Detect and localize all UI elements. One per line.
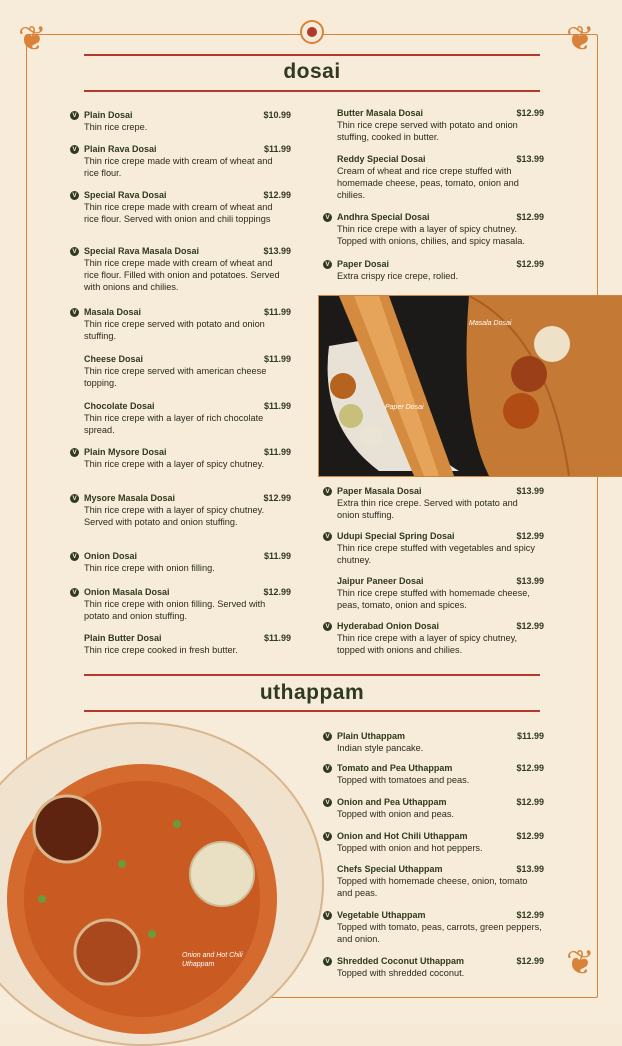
menu-item-description: Topped with onion and hot peppers. (337, 843, 483, 853)
menu-item (337, 864, 542, 900)
vegetarian-icon: V (70, 145, 79, 154)
menu-item-description: Extra crispy rice crepe, rolied. (337, 271, 459, 281)
menu-item-name: Plain Uthappam (337, 731, 406, 741)
menu-item-name: Tomato and Pea Uthappam (337, 763, 453, 773)
menu-item-price: $12.99 (516, 108, 544, 118)
vegetarian-icon: V (323, 487, 332, 496)
divider-rule (84, 54, 540, 56)
menu-item-price: $12.99 (516, 621, 544, 631)
vegetarian-icon: V (70, 308, 79, 317)
menu-item (72, 144, 291, 180)
vegetarian-icon: V (323, 957, 332, 966)
menu-item-name: Chefs Special Uthappam (337, 864, 443, 874)
menu-item-price: $12.99 (516, 831, 544, 841)
vegetarian-icon: V (323, 764, 332, 773)
menu-item-name: Mysore Masala Dosai (84, 493, 176, 503)
menu-item-name: Shredded Coconut Uthappam (337, 956, 465, 966)
menu-item (72, 587, 291, 623)
menu-item (325, 956, 544, 980)
vegetarian-icon: V (70, 247, 79, 256)
menu-item-price: $11.99 (516, 731, 544, 741)
menu-item-price: $12.99 (263, 190, 291, 200)
menu-item-name: Plain Rava Dosai (84, 144, 157, 154)
menu-item-price: $13.99 (516, 864, 544, 874)
menu-item (84, 401, 289, 437)
menu-item-price: $11.99 (263, 307, 291, 317)
menu-item-description: Thin rice crepe made with cream of wheat and rice flour. Filled with onion and potatoes. Served with onions and chilies. (84, 258, 280, 292)
flourish-top-left-icon: ❦ (18, 19, 47, 59)
menu-item (325, 731, 544, 755)
menu-item-description: Thin rice crepe stuffed with homemade cheese, peas, tomato, onion and spices. (337, 588, 530, 610)
photo-label-uthappam-line1: Onion and Hot Chili (182, 952, 243, 959)
menu-item (72, 190, 291, 226)
menu-item-description: Thin rice crepe with a layer of spicy chutney. (84, 459, 265, 469)
vegetarian-icon: V (70, 448, 79, 457)
vegetarian-icon: V (323, 798, 332, 807)
menu-item-price: $12.99 (516, 212, 544, 222)
menu-item-description: Thin rice crepe served with potato and onion stuffing. (84, 319, 265, 341)
vegetarian-icon: V (323, 732, 332, 741)
menu-item-price: $13.99 (263, 246, 291, 256)
menu-item-name: Reddy Special Dosai (337, 154, 426, 164)
vegetarian-icon: V (323, 911, 332, 920)
menu-item-description: Thin rice crepe. (84, 122, 148, 132)
menu-item-description: Thin rice crepe stuffed with vegetables and spicy chutney. (337, 543, 535, 565)
menu-item-name: Plain Butter Dosai (84, 633, 162, 643)
menu-item-price: $13.99 (516, 486, 544, 496)
menu-item-name: Special Rava Masala Dosai (84, 246, 200, 256)
vegetarian-icon: V (70, 111, 79, 120)
menu-item-price: $13.99 (516, 576, 544, 586)
menu-item-description: Thin rice crepe with a layer of spicy chutney. Topped with onions, chilies, and spicy masala. (337, 224, 525, 246)
menu-item-name: Butter Masala Dosai (337, 108, 424, 118)
menu-item (84, 354, 289, 390)
photo-label-masala-dosai: Masala Dosai (469, 320, 512, 327)
menu-item (325, 531, 544, 567)
menu-item (337, 576, 542, 612)
menu-item (72, 307, 291, 343)
menu-item-description: Thin rice crepe with a layer of rich chocolate spread. (84, 413, 264, 435)
uthappam-photo-art (0, 724, 322, 1044)
menu-item-description: Topped with tomatoes and peas. (337, 775, 470, 785)
menu-item-price: $11.99 (263, 633, 291, 643)
menu-item (325, 621, 544, 657)
menu-item (325, 212, 544, 248)
menu-item-description: Topped with shredded coconut. (337, 968, 465, 978)
menu-item-name: Jaipur Paneer Dosai (337, 576, 424, 586)
menu-item-description: Thin rice crepe made with cream of wheat and rice flour. Served with onion and chili toppings (84, 202, 273, 224)
vegetarian-icon: V (323, 622, 332, 631)
menu-item-description: Topped with onion and peas. (337, 809, 454, 819)
menu-item-name: Masala Dosai (84, 307, 142, 317)
menu-item (337, 108, 542, 144)
menu-item-description: Thin rice crepe cooked in fresh butter. (84, 645, 238, 655)
menu-item-price: $12.99 (516, 531, 544, 541)
crest-icon (300, 20, 324, 44)
menu-item (337, 154, 542, 201)
menu-item-description: Thin rice crepe with onion filling. (84, 563, 215, 573)
vegetarian-icon: V (323, 260, 332, 269)
menu-item-name: Cheese Dosai (84, 354, 144, 364)
vegetarian-icon: V (70, 552, 79, 561)
vegetarian-icon: V (323, 832, 332, 841)
menu-item-name: Udupi Special Spring Dosai (337, 531, 455, 541)
menu-item-price: $11.99 (263, 401, 291, 411)
section-title-dosai: dosai (283, 60, 341, 83)
menu-item (72, 110, 291, 134)
vegetarian-icon: V (70, 191, 79, 200)
menu-item-price: $11.99 (263, 354, 291, 364)
menu-item (325, 910, 544, 946)
menu-item-name: Onion Dosai (84, 551, 138, 561)
menu-item-price: $11.99 (263, 144, 291, 154)
menu-item-name: Hyderabad Onion Dosai (337, 621, 440, 631)
menu-item-price: $12.99 (516, 259, 544, 269)
menu-item-name: Plain Dosai (84, 110, 133, 120)
menu-item (72, 246, 291, 293)
menu-item-description: Thin rice crepe with a layer of spicy chutney. Served with potato and onion stuffing. (84, 505, 265, 527)
menu-item-name: Onion and Hot Chili Uthappam (337, 831, 468, 841)
divider-rule (84, 710, 540, 712)
menu-item (72, 447, 291, 471)
menu-item-name: Paper Masala Dosai (337, 486, 422, 496)
menu-item-description: Thin rice crepe served with american cheese topping. (84, 366, 267, 388)
menu-item-price: $11.99 (263, 551, 291, 561)
menu-item-price: $12.99 (516, 797, 544, 807)
menu-item (325, 763, 544, 787)
vegetarian-icon: V (323, 532, 332, 541)
menu-item-name: Chocolate Dosai (84, 401, 155, 411)
uthappam-photo (0, 722, 324, 1046)
flourish-bottom-right-icon: ❦ (566, 943, 595, 983)
menu-item (84, 633, 289, 657)
flourish-top-right-icon: ❦ (566, 19, 595, 59)
divider-rule (84, 90, 540, 92)
photo-label-paper-dosai: Paper Dosai (385, 404, 424, 411)
vegetarian-icon: V (70, 494, 79, 503)
menu-item-description: Topped with tomato, peas, carrots, green peppers, and onion. (337, 922, 542, 944)
menu-item-price: $12.99 (516, 910, 544, 920)
menu-item (72, 551, 291, 575)
menu-item-price: $12.99 (263, 587, 291, 597)
menu-item-description: Thin rice crepe with onion filling. Served with potato and onion stuffing. (84, 599, 266, 621)
vegetarian-icon: V (70, 588, 79, 597)
photo-label-uthappam-line2: Uthappam (182, 961, 215, 968)
menu-item-price: $13.99 (516, 154, 544, 164)
menu-item-name: Onion Masala Dosai (84, 587, 170, 597)
menu-item-description: Extra thin rice crepe. Served with potato and onion stuffing. (337, 498, 518, 520)
menu-item-description: Thin rice crepe with a layer of spicy chutney, topped with onions and chilies. (337, 633, 518, 655)
menu-item-description: Topped with homemade cheese, onion, tomato and peas. (337, 876, 528, 898)
menu-item-price: $10.99 (263, 110, 291, 120)
section-title-uthappam: uthappam (259, 681, 365, 704)
menu-item-name: Vegetable Uthappam (337, 910, 426, 920)
menu-item (325, 797, 544, 821)
menu-item (72, 493, 291, 529)
menu-item-name: Andhra Special Dosai (337, 212, 430, 222)
menu-item-price: $12.99 (516, 956, 544, 966)
menu-item-name: Plain Mysore Dosai (84, 447, 167, 457)
vegetarian-icon: V (323, 213, 332, 222)
menu-item-name: Paper Dosai (337, 259, 390, 269)
menu-item (325, 486, 544, 522)
menu-item-price: $12.99 (263, 493, 291, 503)
menu-item-description: Indian style pancake. (337, 743, 424, 753)
menu-item-description: Cream of wheat and rice crepe stuffed with homemade cheese, peas, tomato, onion and chilies. (337, 166, 519, 200)
divider-rule (84, 674, 540, 676)
menu-item-name: Onion and Pea Uthappam (337, 797, 447, 807)
menu-item-price: $12.99 (516, 763, 544, 773)
menu-item-description: Thin rice crepe made with cream of wheat and rice flour. (84, 156, 273, 178)
dosai-photo (318, 295, 622, 477)
menu-item-description: Thin rice crepe served with potato and onion stuffing, cooked in butter. (337, 120, 518, 142)
menu-item (325, 259, 544, 283)
menu-item (325, 831, 544, 855)
menu-item-name: Special Rava Dosai (84, 190, 167, 200)
menu-item-price: $11.99 (263, 447, 291, 457)
